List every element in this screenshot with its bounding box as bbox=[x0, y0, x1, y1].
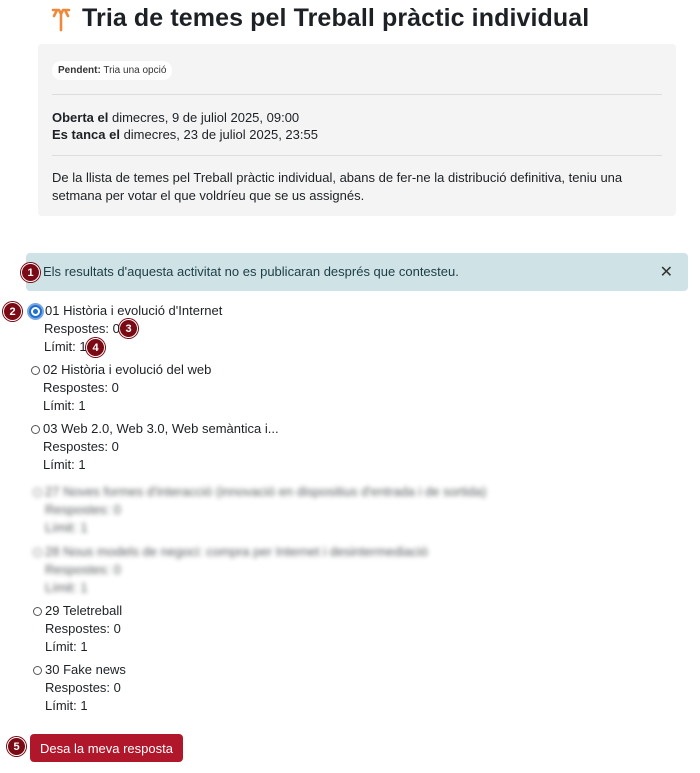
choice-option-5 bbox=[33, 543, 428, 597]
activity-description: De la llista de temes pel Treball pràctic individual, abans de fer-ne la distribució definitiva, teniu una setmana per votar el que voldríeu que se us assignés. bbox=[52, 170, 623, 203]
option-responses: Respostes: 0 bbox=[45, 502, 121, 517]
choice-option-4 bbox=[33, 483, 486, 537]
choice-option-6 bbox=[33, 602, 122, 656]
status-badge bbox=[52, 61, 172, 80]
step-marker-1: 1 bbox=[21, 263, 40, 282]
option-label[interactable]: 29 Teletreball bbox=[45, 603, 123, 618]
step-marker-5: 5 bbox=[7, 737, 26, 756]
option-responses: Respostes: 0 bbox=[45, 680, 121, 695]
option-radio[interactable] bbox=[33, 607, 42, 616]
option-radio[interactable] bbox=[29, 305, 42, 318]
option-limit: Límit: 1 bbox=[43, 457, 86, 472]
divider bbox=[52, 94, 662, 95]
pending-text: Tria una opció bbox=[103, 65, 167, 76]
option-label[interactable]: 30 Fake news bbox=[45, 662, 126, 677]
option-radio[interactable] bbox=[33, 548, 42, 557]
opened-value: dimecres, 9 de juliol 2025, 09:00 bbox=[111, 110, 300, 125]
option-radio[interactable] bbox=[33, 666, 42, 675]
option-limit: Límit: 1 bbox=[45, 520, 88, 535]
option-label[interactable]: 28 Nous models de negoci: compra per Internet i desintermediació bbox=[45, 544, 428, 559]
option-responses: Respostes: 0 bbox=[45, 562, 121, 577]
choice-option-1 bbox=[29, 302, 222, 356]
option-limit: Límit: 1 bbox=[45, 698, 88, 713]
opened-label: Oberta el bbox=[52, 110, 109, 125]
page-title: Tria de temes pel Treball pràctic individual bbox=[82, 4, 590, 32]
option-limit: Límit: 1 bbox=[45, 639, 88, 654]
activity-dates bbox=[52, 109, 318, 143]
option-label[interactable]: 02 Història i evolució del web bbox=[43, 362, 212, 377]
closes-label: Es tanca el bbox=[52, 127, 120, 142]
option-radio[interactable] bbox=[31, 425, 40, 434]
page-header bbox=[50, 4, 589, 33]
option-responses: Respostes: 0 bbox=[43, 380, 119, 395]
option-label[interactable]: 27 Noves formes d'interacció (innovació en dispositius d'entrada i de sortida) bbox=[45, 484, 487, 499]
results-alert bbox=[26, 253, 688, 291]
alert-text: Els resultats d'aquesta activitat no es publicaran després que contesteu. bbox=[43, 264, 459, 279]
pending-label: Pendent: bbox=[58, 65, 101, 76]
option-limit: Límit: 1 bbox=[45, 580, 88, 595]
choice-option-3 bbox=[31, 420, 279, 474]
closes-value: dimecres, 23 de juliol 2025, 23:55 bbox=[123, 127, 318, 142]
option-radio[interactable] bbox=[31, 366, 40, 375]
step-marker-2: 2 bbox=[3, 302, 22, 321]
option-responses: Respostes: 0 bbox=[45, 621, 121, 636]
activity-info-box bbox=[38, 44, 676, 216]
step-marker-3: 3 bbox=[119, 319, 138, 338]
save-response-button[interactable]: Desa la meva resposta bbox=[30, 734, 183, 762]
choice-option-7 bbox=[33, 661, 126, 715]
option-responses: Respostes: 0 bbox=[43, 439, 119, 454]
option-limit: Límit: 1 bbox=[43, 398, 86, 413]
option-radio[interactable] bbox=[33, 488, 42, 497]
step-marker-4: 4 bbox=[86, 338, 105, 357]
choice-option-2 bbox=[31, 361, 211, 415]
option-limit: Límit: 1 bbox=[44, 339, 87, 354]
divider bbox=[52, 155, 662, 156]
option-responses: Respostes: 0 bbox=[44, 321, 120, 336]
choice-activity-icon bbox=[50, 6, 72, 32]
option-label[interactable]: 03 Web 2.0, Web 3.0, Web semàntica i... bbox=[43, 421, 279, 436]
close-icon[interactable]: ✕ bbox=[659, 264, 673, 281]
option-label[interactable]: 01 Història i evolució d'Internet bbox=[45, 303, 223, 318]
